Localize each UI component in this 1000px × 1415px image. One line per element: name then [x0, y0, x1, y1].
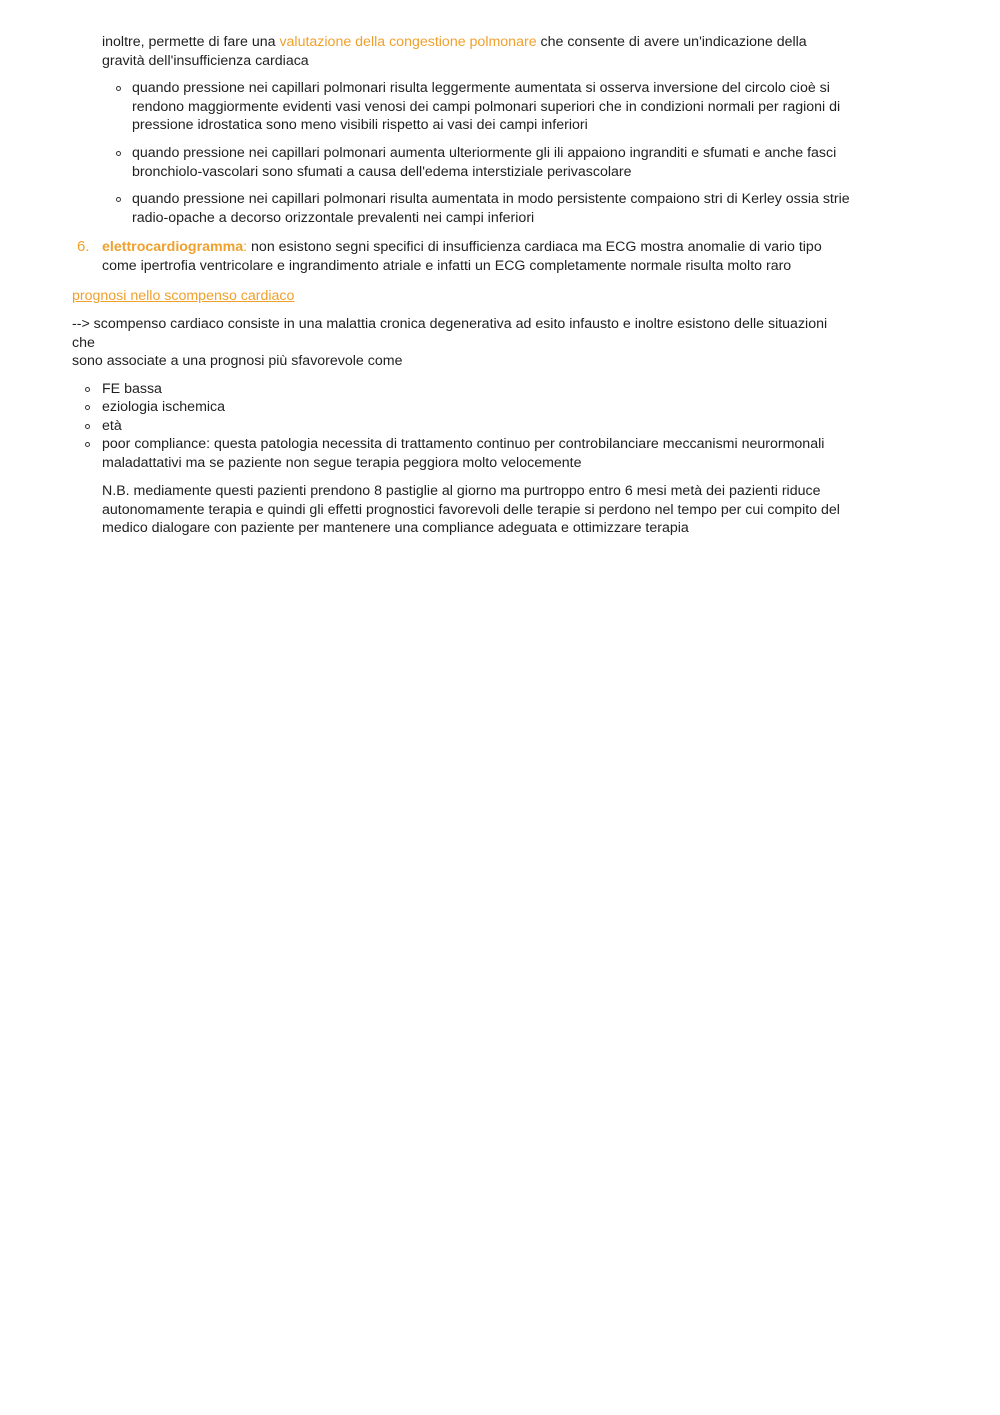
bullet-mark: [85, 424, 90, 429]
prognosi-bullet-4-line-2: maladattativi ma se paziente non segue terapia peggiora molto velocemente: [102, 454, 582, 471]
prognosi-intro: [72, 315, 827, 371]
sub-bullet-1-line-3: pressione idrostatica sono meno visibili rispetto ai vasi dei campi inferiori: [132, 117, 588, 134]
bullet-mark: [85, 405, 90, 410]
intro-paragraph: [102, 33, 807, 70]
item6-paragraph: [102, 238, 822, 275]
intro-highlight: valutazione della congestione polmonare: [279, 34, 537, 50]
section-heading-link[interactable]: prognosi nello scompenso cardiaco: [72, 288, 295, 304]
intro-pre: inoltre, permette di fare una: [102, 34, 280, 50]
nb-line-1: N.B. mediamente questi pazienti prendono 8 pastiglie al giorno ma purtroppo entro 6 mesi metà dei pazienti riduce: [102, 483, 821, 499]
sub-bullet-2: [132, 144, 836, 181]
bullet-mark: [85, 442, 90, 447]
sub-bullet-1: [132, 79, 840, 135]
sub-bullet-1-line-2: rendono maggiormente evidenti vasi venosi dei campi polmonari superiori che in condizioni normali per ragioni di: [132, 98, 841, 115]
nb-line-2: autonomamente terapia e quindi gli effetti prognostici favorevoli delle terapie si perdono nel tempo per cui compito del: [102, 501, 840, 518]
sub-bullet-2-line-2: bronchiolo-vascolari sono sfumati a causa dell'edema interstiziale perivascolare: [132, 163, 632, 180]
prognosi-intro-line-3: sono associate a una prognosi più sfavorevole come: [72, 353, 403, 370]
item6-term: elettrocardiogramma: [102, 239, 244, 255]
nb-line-3: medico dialogare con paziente per mantenere una compliance adeguata e ottimizzare terapia: [102, 520, 689, 537]
item6-rest: non esistono segni specifici di insufficienza cardiaca ma ECG mostra anomalie di vario tipo: [247, 239, 822, 255]
prognosi-bullet-3: età: [102, 418, 122, 434]
list-number: 6.: [77, 238, 90, 255]
intro-post: che consente di avere un'indicazione della: [536, 34, 807, 50]
sub-bullet-3: [132, 190, 850, 227]
item6-line-1: [102, 238, 822, 257]
sub-bullet-2-line-1: quando pressione nei capillari polmonari aumenta ulteriormente gli ili appaiono ingranditi e sfumati e anche fasci: [132, 145, 837, 161]
prognosi-bullet-2: eziologia ischemica: [102, 399, 226, 415]
intro-line-2: gravità dell'insufficienza cardiaca: [102, 52, 309, 69]
item6-line-2: come ipertrofia ventricolare e ingrandimento atriale e infatti un ECG completamente normale risulta molto raro: [102, 257, 792, 274]
sub-bullet-3-line-2: radio-opache a decorso orizzontale prevalenti nei campi inferiori: [132, 209, 535, 226]
intro-line-1: [102, 33, 807, 52]
prognosi-bullet-1: FE bassa: [102, 381, 162, 397]
item6-colon: :: [243, 239, 248, 255]
sub-bullet-3-line-1: quando pressione nei capillari polmonari risulta aumentata in modo persistente compaiono stri di Kerley ossia strie: [132, 191, 850, 207]
nb-paragraph: [102, 482, 840, 538]
sub-bullet-1-line-1: quando pressione nei capillari polmonari risulta leggermente aumentata si osserva inversione del circolo cioè si: [132, 80, 830, 96]
prognosi-intro-line-2: che: [72, 334, 95, 351]
prognosi-bullet-4-line-1: poor compliance: questa patologia necessita di trattamento continuo per controbilanciare meccanismi neurormonali: [102, 436, 825, 452]
bullet-mark: [116, 197, 121, 202]
bullet-mark: [116, 86, 121, 91]
prognosi-intro-line-1: --> scompenso cardiaco consiste in una malattia cronica degenerativa ad esito infausto e inoltre esistono delle situazioni: [72, 316, 828, 332]
bullet-mark: [85, 387, 90, 392]
prognosi-bullet-4: [102, 435, 824, 472]
bullet-mark: [116, 151, 121, 156]
